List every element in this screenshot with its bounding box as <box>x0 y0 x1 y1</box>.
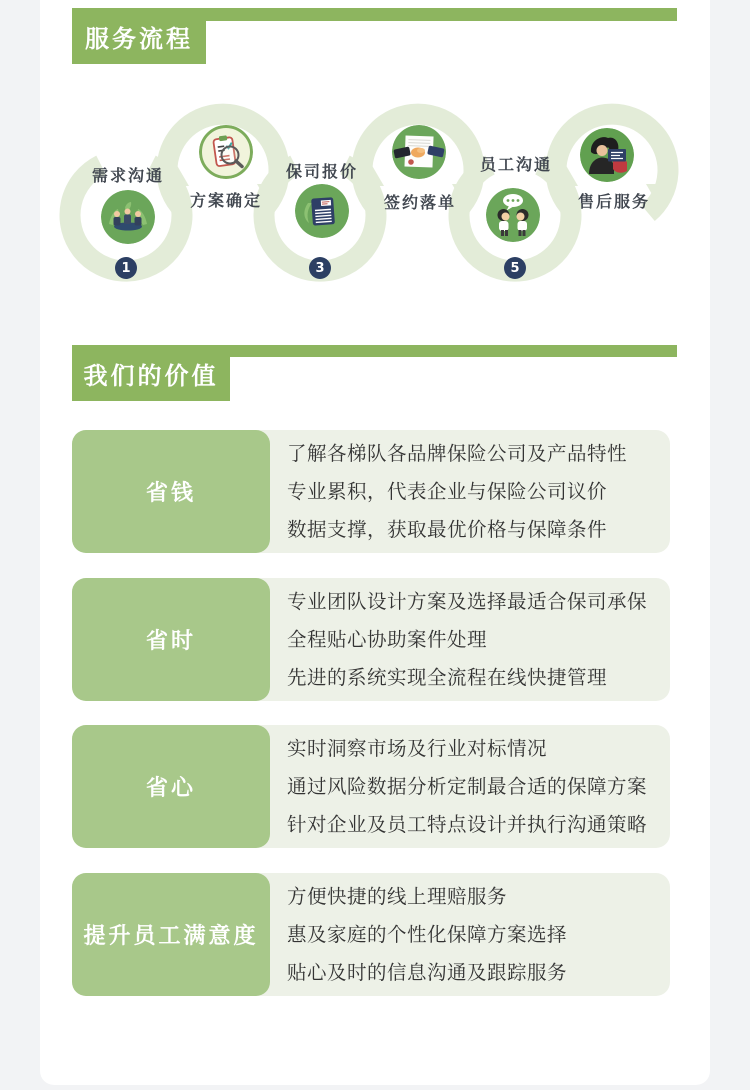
value-card-save-worry <box>72 725 670 848</box>
value-line: 实时洞察市场及行业对标情况 <box>287 736 548 760</box>
value-line: 针对企业及员工特点设计并执行沟通策略 <box>287 812 648 836</box>
value-line: 先进的系统实现全流程在线快捷管理 <box>287 665 608 689</box>
value-card-employee-satisfaction <box>72 873 670 996</box>
step-label-1: 需求沟通 <box>91 166 165 185</box>
section-title-badge <box>72 8 206 64</box>
value-line: 了解各梯队各品牌保险公司及产品特性 <box>287 441 628 465</box>
value-card-body <box>270 873 683 996</box>
value-card-body <box>270 430 683 553</box>
value-card-title-panel <box>72 873 270 996</box>
section-title: 我们的价值 <box>83 361 219 390</box>
value-card-save-time <box>72 578 670 701</box>
value-line: 全程贴心协助案件处理 <box>287 627 488 651</box>
section-title: 服务流程 <box>85 24 193 53</box>
value-line: 惠及家庭的个性化保障方案选择 <box>287 922 568 946</box>
value-card-title: 省时 <box>145 629 196 654</box>
value-line: 数据支撑，获取最优价格与保障条件 <box>287 517 608 541</box>
quotation-document-icon <box>295 184 349 238</box>
value-card-save-money <box>72 430 670 553</box>
step-label-5: 员工沟通 <box>479 155 553 174</box>
value-line: 贴心及时的信息沟通及跟踪服务 <box>287 960 568 984</box>
step-number-badge: 3 <box>309 257 331 279</box>
support-agent-icon <box>580 128 634 182</box>
handshake-contract-icon <box>392 125 446 179</box>
value-card-title-panel <box>72 430 270 553</box>
section-title-badge <box>72 345 230 401</box>
value-card-body <box>270 725 683 848</box>
value-line: 专业团队设计方案及选择最适合保司承保 <box>287 589 648 613</box>
value-line: 通过风险数据分析定制最合适的保障方案 <box>287 774 648 798</box>
value-card-title: 省钱 <box>145 481 196 506</box>
step-number-badge: 1 <box>115 257 137 279</box>
employees-chat-icon <box>486 188 540 242</box>
clipboard-magnifier-icon <box>199 125 253 179</box>
value-card-body <box>270 578 683 701</box>
step-label-6: 售后服务 <box>577 192 651 211</box>
value-card-title-panel <box>72 725 270 848</box>
step-number-badge: 5 <box>504 257 526 279</box>
value-card-title: 省心 <box>145 776 196 801</box>
value-card-title-panel <box>72 578 270 701</box>
value-line: 方便快捷的线上理赔服务 <box>287 884 508 908</box>
value-card-title: 提升员工满意度 <box>83 924 259 949</box>
step-label-3: 保司报价 <box>285 162 359 181</box>
people-meeting-icon <box>101 190 155 244</box>
step-label-2: 方案确定 <box>189 191 263 210</box>
value-line: 专业累积，代表企业与保险公司议价 <box>287 479 608 503</box>
step-label-4: 签约落单 <box>383 193 457 212</box>
